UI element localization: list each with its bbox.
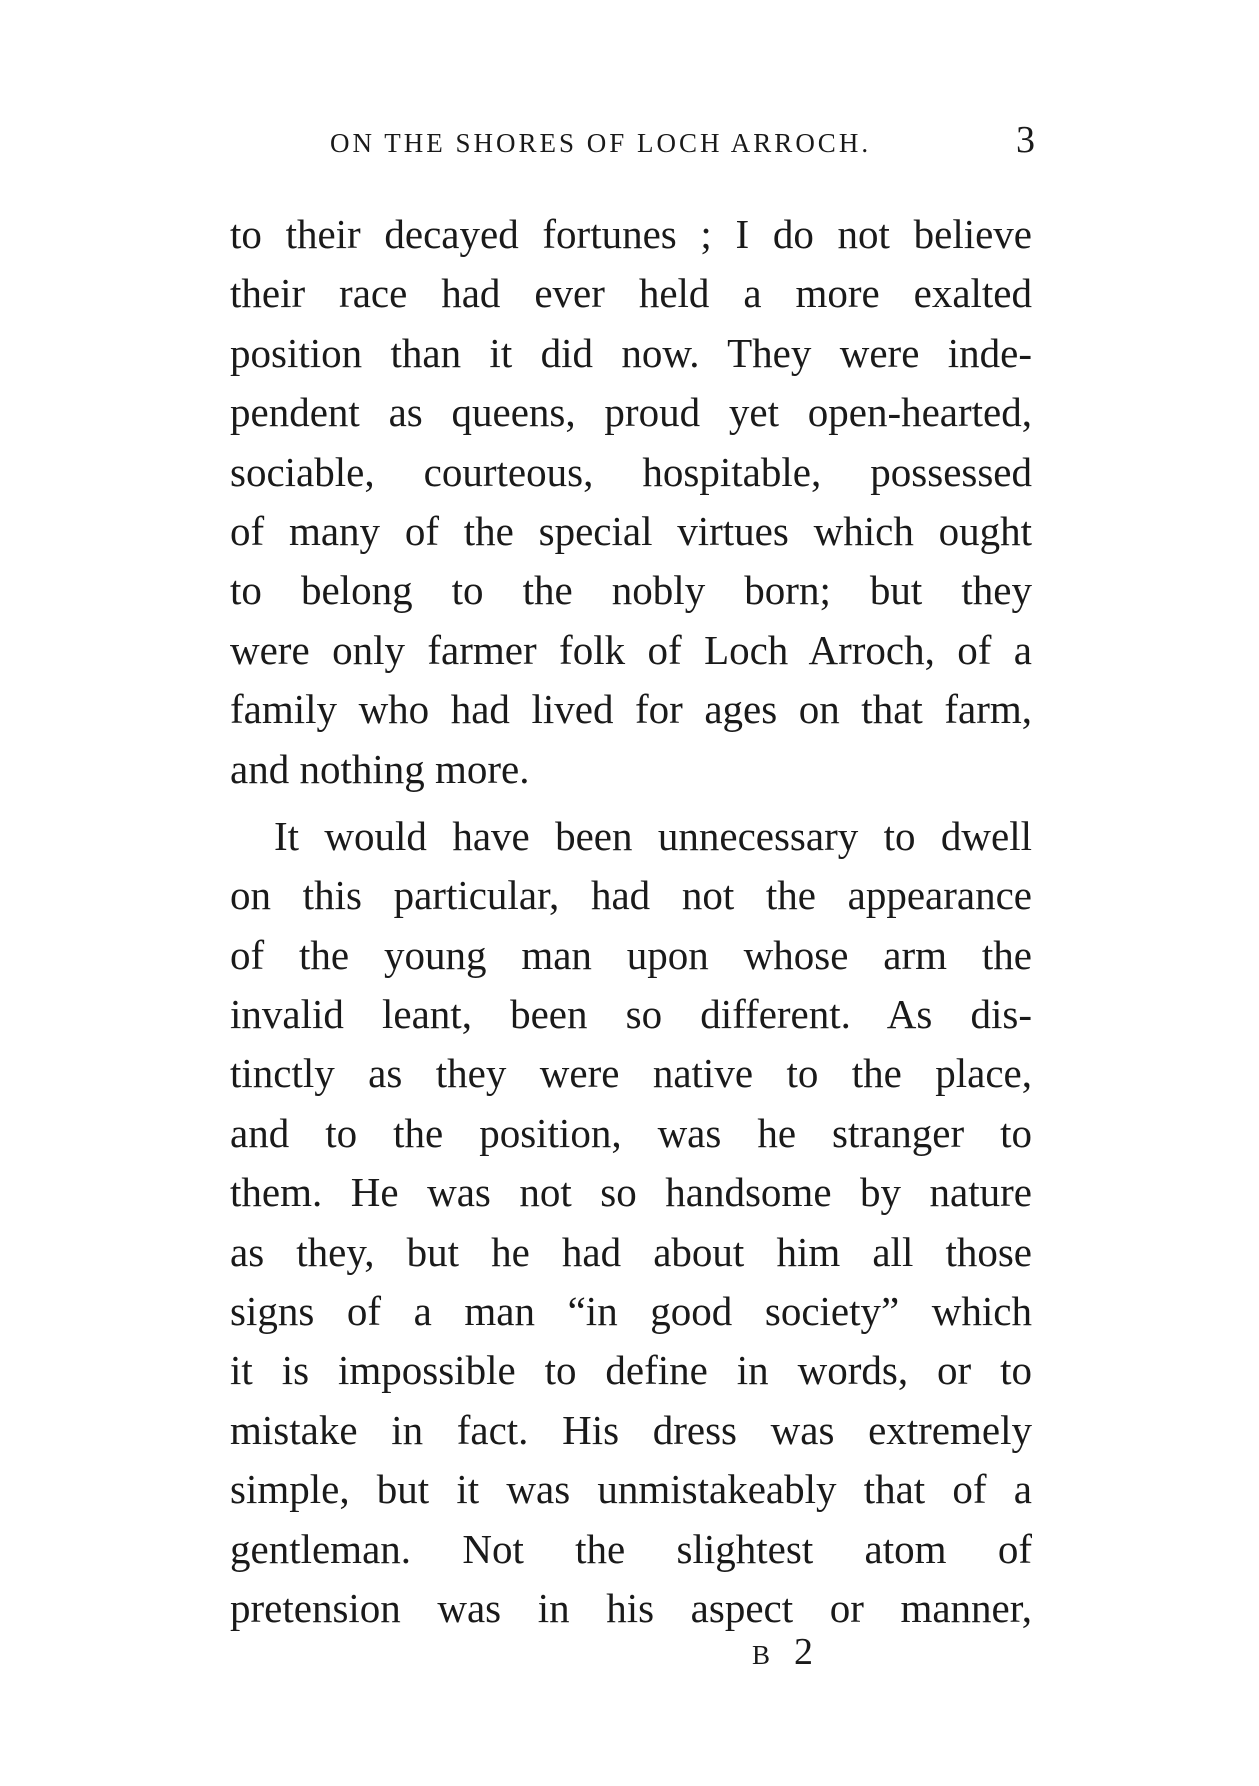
signature-number: 2 (794, 1631, 814, 1673)
text-line: of many of the special virtues which ought (230, 507, 1032, 554)
text-line: and nothing more. (230, 745, 530, 792)
page-number: 3 (1016, 119, 1035, 161)
text-line: as they, but he had about him all those (230, 1228, 1032, 1275)
running-head (230, 119, 1035, 162)
paragraph-gap (230, 799, 1032, 807)
text-line: invalid leant, been so different. As dis- (230, 991, 1032, 1038)
text-line: tinctly as they were native to the place, (230, 1050, 1032, 1097)
text-line: their race had ever held a more exalted (230, 270, 1032, 317)
text-line: of the young man upon whose arm the (230, 931, 1032, 978)
text-line: mistake in fact. His dress was extremely (230, 1406, 1032, 1453)
running-title: ON THE SHORES OF LOCH ARROCH. (330, 128, 872, 158)
text-line: were only farmer folk of Loch Arroch, of a (230, 626, 1032, 673)
text-line: pendent as queens, proud yet open-hearted, (230, 389, 1032, 436)
text-line: it is impossible to define in words, or to (230, 1347, 1032, 1394)
text-line: It would have been unnecessary to dwell (274, 812, 1032, 859)
text-line: position than it did now. They were inde- (230, 329, 1032, 376)
text-line: on this particular, had not the appearance (230, 872, 1032, 919)
text-line: and to the position, was he stranger to (230, 1109, 1032, 1156)
signature-mark (752, 1630, 813, 1674)
text-line: to belong to the nobly born; but they (230, 567, 1032, 614)
text-line: sociable, courteous, hospitable, possessed (230, 448, 1032, 495)
body-text (230, 205, 1032, 1638)
text-line: signs of a man “in good society” which (230, 1288, 1032, 1335)
text-line: to their decayed fortunes ; I do not believe (230, 211, 1032, 257)
text-line: simple, but it was unmistakeably that of a (230, 1466, 1032, 1513)
text-line: pretension was in his aspect or manner, (230, 1584, 1032, 1631)
text-line: family who had lived for ages on that farm, (230, 686, 1032, 733)
signature-letter: B (752, 1640, 773, 1670)
text-line: gentleman. Not the slightest atom of (230, 1525, 1032, 1572)
text-line: them. He was not so handsome by nature (230, 1169, 1032, 1216)
